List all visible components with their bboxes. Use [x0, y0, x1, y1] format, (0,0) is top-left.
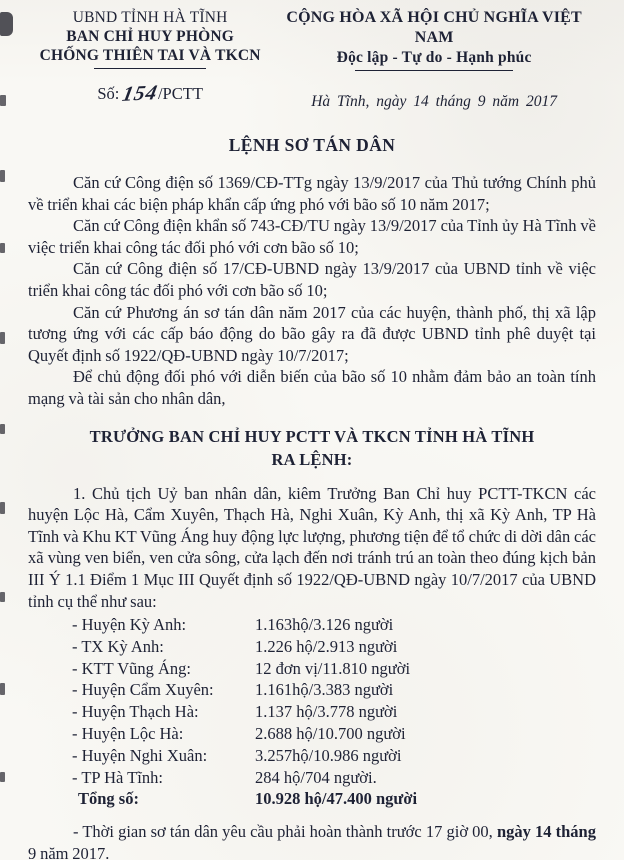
deadline-text-end: 9 năm 2017. — [28, 843, 110, 860]
document-header — [28, 8, 596, 111]
scan-artifact — [0, 424, 5, 434]
command-heading-authority: TRƯỞNG BAN CHỈ HUY PCTT VÀ TKCN TỈNH HÀ TĨNH — [89, 426, 535, 446]
document-number — [28, 80, 272, 105]
agency-name-line1: BAN CHỈ HUY PHÒNG — [66, 28, 234, 45]
district-label: - Huyện Cẩm Xuyên: — [72, 680, 214, 700]
total-label: Tổng số: — [78, 789, 139, 809]
scan-artifact — [0, 332, 5, 344]
order-paragraph: 1. Chủ tịch Uỷ ban nhân dân, kiêm Trưởng Ban Chỉ huy PCTT-TKCN các huyện Lộc Hà, Cẩm Xuyên, Thạch Hà, Nghi Xuân, Kỳ Anh, thị xã Kỳ Anh, TP Hà Tĩnh và Khu KT Vũng Áng huy động lực lượng, phương tiện để tổ chức di dời dân các xã vùng ven biển, ven cửa sông, cửa lạch đến nơi tránh trú an toàn theo đúng kịch bản III Ý 1.1 Điểm 1 Mục III Quyết định số 1922/QĐ-UBND ngày 10/7/2017 của UBND tỉnh cụ thể như sau: — [28, 483, 596, 611]
district-label: - Huyện Thạch Hà: — [72, 702, 199, 722]
deadline-date-emphasis: ngày 14 tháng — [496, 822, 596, 842]
scan-artifact — [0, 683, 5, 695]
district-figures: 3.257hộ/10.986 người — [255, 745, 402, 765]
issuing-agency-block — [28, 8, 272, 105]
district-label: - TP Hà Tĩnh: — [72, 767, 163, 787]
scan-artifact — [0, 12, 13, 36]
deadline-text: - Thời gian sơ tán dân yêu cầu phải hoàn thành trước 17 giờ 00, — [73, 822, 497, 842]
preamble-paragraph: Căn cứ Công điện khẩn số 743-CĐ/TU ngày 13/9/2017 của Tỉnh ủy Hà Tĩnh về việc triển khai công tác đối phó với cơn bão số 10; — [28, 216, 596, 257]
total-figures: 10.928 hộ/47.400 người — [255, 789, 418, 809]
district-figures: 1.163hộ/3.126 người — [255, 615, 394, 635]
agency-name-line2: CHỐNG THIÊN TAI VÀ TKCN — [39, 47, 261, 64]
place-date-line: Hà Tĩnh, ngày 14 tháng 9 năm 2017 — [311, 93, 557, 110]
motto-underline — [355, 70, 513, 71]
document-number-handwritten-value: 154 — [120, 80, 161, 106]
preamble-paragraph: Căn cứ Công điện số 1369/CĐ-TTg ngày 13/9/2017 của Thủ tướng Chính phủ về triển khai các biện pháp khẩn cấp ứng phó với bão số 10 năm 2017; — [28, 173, 596, 214]
district-figures: 1.137 hộ/3.778 người — [255, 702, 398, 722]
evacuation-row — [28, 614, 596, 636]
district-figures: 1.226 hộ/2.913 người — [255, 636, 398, 656]
district-label: - Huyện Nghi Xuân: — [72, 745, 208, 765]
command-heading — [28, 425, 596, 471]
command-heading-orders: RA LỆNH: — [271, 449, 353, 469]
scan-artifact — [0, 243, 5, 253]
evacuation-row — [28, 701, 596, 723]
district-figures: 1.161hộ/3.383 người — [255, 680, 394, 700]
preamble-paragraph: Căn cứ Công điện số 17/CĐ-UBND ngày 13/9/2017 của UBND tỉnh về việc triển khai công tác đối phó với cơn bão số 10; — [28, 259, 596, 300]
document-number-label: Số: — [97, 84, 120, 103]
scan-artifact — [0, 592, 5, 602]
district-figures: 12 đơn vị/11.810 người — [255, 658, 411, 678]
national-header-block — [272, 8, 596, 111]
national-title: CỘNG HÒA XÃ HỘI CHỦ NGHĨA VIỆT NAM — [286, 9, 582, 46]
scan-artifact — [0, 772, 5, 782]
document-title: LỆNH SƠ TÁN DÂN — [228, 135, 396, 155]
district-label: - TX Kỳ Anh: — [72, 636, 164, 656]
evacuation-row — [28, 636, 596, 658]
national-motto: Độc lập - Tự do - Hạnh phúc — [336, 49, 532, 66]
evacuation-row — [28, 658, 596, 680]
district-label: - Huyện Kỳ Anh: — [72, 615, 187, 635]
agency-underline — [94, 68, 206, 69]
document-number-suffix: /PCTT — [157, 84, 203, 103]
preamble-paragraph: Để chủ động đối phó với diễn biến của bão số 10 nhằm đảm bảo an toàn tính mạng và tài sản cho nhân dân, — [28, 367, 596, 408]
deadline-paragraph — [28, 821, 596, 860]
evacuation-list — [28, 614, 596, 810]
scan-artifact — [0, 502, 5, 514]
evacuation-row — [28, 767, 596, 789]
district-label: - Huyện Lộc Hà: — [72, 724, 184, 744]
preamble-paragraph: Căn cứ Phương án sơ tán dân năm 2017 của các huyện, thành phố, thị xã lập tương ứng với các cấp báo động do bão gây ra đã được UBND tỉnh phê duyệt tại Quyết định số 1922/QĐ-UBND ngày 10/7/2017; — [28, 302, 596, 365]
agency-parent-name: UBND TỈNH HÀ TĨNH — [72, 9, 228, 26]
scan-artifact — [0, 95, 6, 106]
district-figures: 2.688 hộ/10.700 người — [255, 724, 406, 744]
evacuation-row — [28, 745, 596, 767]
scan-artifact — [0, 170, 5, 182]
evacuation-total-row — [28, 788, 596, 810]
district-label: - KTT Vũng Áng: — [72, 658, 192, 678]
evacuation-row — [28, 679, 596, 701]
evacuation-row — [28, 723, 596, 745]
district-figures: 284 hộ/704 người. — [255, 767, 377, 787]
